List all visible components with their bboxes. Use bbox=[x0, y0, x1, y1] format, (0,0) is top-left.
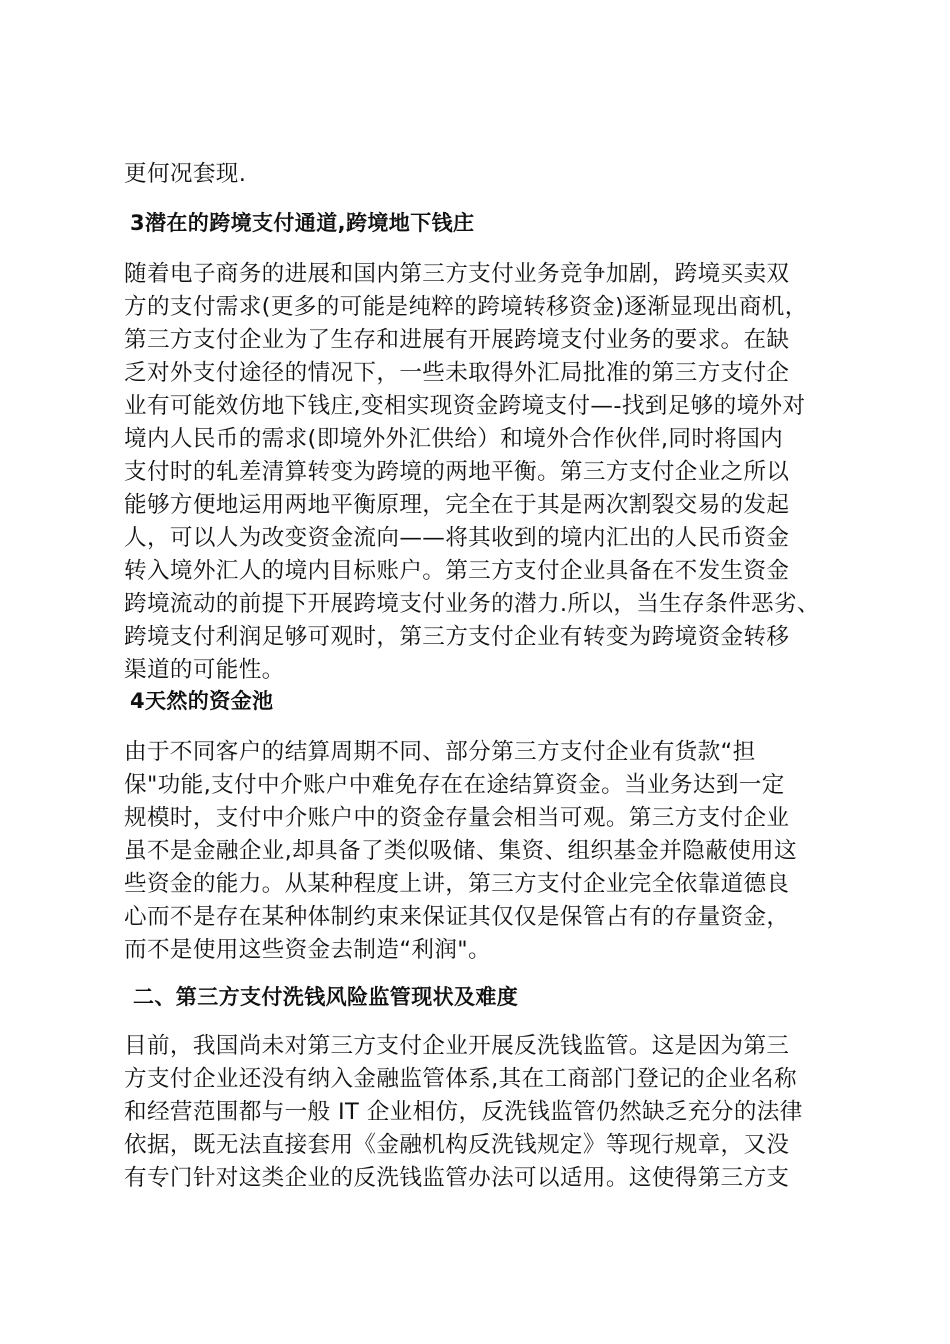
paragraph-line: 境内人民币的需求(即境外外汇供给）和境外合作伙伴,同时将国内 bbox=[124, 426, 784, 452]
paragraph-line: 更何况套现. bbox=[124, 161, 247, 187]
paragraph-line: 有专门针对这类企业的反洗钱监管办法可以适用。这使得第三方支 bbox=[124, 1165, 790, 1191]
section-heading-2: 二、第三方支付洗钱风险监管现状及难度 bbox=[133, 985, 519, 1009]
paragraph-line: 渠道的可能性。 bbox=[124, 657, 285, 683]
paragraph-line: 由于不同客户的结算周期不同、部分第三方支付企业有货款“担 bbox=[124, 739, 756, 765]
paragraph-line: 随着电子商务的进展和国内第三方支付业务竞争加剧，跨境买卖双 bbox=[124, 261, 790, 287]
section-heading-4: 4天然的资金池 bbox=[130, 689, 274, 713]
paragraph-line: 跨境支付利润足够可观时，第三方支付企业有转变为跨境资金转移 bbox=[124, 624, 790, 650]
paragraph-line: 目前，我国尚未对第三方支付企业开展反洗钱监管。这是因为第三 bbox=[124, 1033, 790, 1059]
paragraph-line: 乏对外支付途径的情况下，一些未取得外汇局批准的第三方支付企 bbox=[124, 360, 790, 386]
paragraph-line: 支付时的轧差清算转变为跨境的两地平衡。第三方支付企业之所以 bbox=[124, 459, 790, 485]
paragraph-line: 跨境流动的前提下开展跨境支付业务的潜力.所以，当生存条件恶劣、 bbox=[124, 591, 820, 617]
paragraph-line: 些资金的能力。从某种程度上讲，第三方支付企业完全依靠道德良 bbox=[124, 871, 790, 897]
paragraph-line: 规模时，支付中介账户中的资金存量会相当可观。第三方支付企业 bbox=[124, 805, 790, 831]
section-heading-3: 3潜在的跨境支付通道,跨境地下钱庄 bbox=[130, 211, 475, 235]
paragraph-line: 保"功能,支付中介账户中难免存在在途结算资金。当业务达到一定 bbox=[124, 772, 785, 798]
paragraph-line: 能够方便地运用两地平衡原理，完全在于其是两次割裂交易的发起 bbox=[124, 492, 790, 518]
paragraph-line: 转入境外汇人的境内目标账户。第三方支付企业具备在不发生资金 bbox=[124, 558, 790, 584]
paragraph-line: 人，可以人为改变资金流向——将其收到的境内汇出的人民币资金 bbox=[124, 525, 790, 551]
paragraph-line: 而不是使用这些资金去制造“利润"。 bbox=[124, 937, 491, 963]
paragraph-line: 业有可能效仿地下钱庄,变相实现资金跨境支付—-找到足够的境外对 bbox=[124, 393, 806, 419]
paragraph-line: 和经营范围都与一般 IT 企业相仿，反洗钱监管仍然缺乏充分的法律 bbox=[124, 1099, 803, 1125]
paragraph-line: 方的支付需求(更多的可能是纯粹的跨境转移资金)逐渐显现出商机， bbox=[124, 294, 808, 320]
paragraph-line: 方支付企业还没有纳入金融监管体系,其在工商部门登记的企业名称 bbox=[124, 1066, 797, 1092]
paragraph-line: 依据，既无法直接套用《金融机构反洗钱规定》等现行规章，又没 bbox=[124, 1132, 790, 1158]
paragraph-line: 第三方支付企业为了生存和进展有开展跨境支付业务的要求。在缺 bbox=[124, 327, 790, 353]
paragraph-line: 心而不是存在某种体制约束来保证其仅仅是保管占有的存量资金， bbox=[124, 904, 790, 930]
paragraph-line: 虽不是金融企业,却具备了类似吸储、集资、组织基金并隐蔽使用这 bbox=[124, 838, 797, 864]
